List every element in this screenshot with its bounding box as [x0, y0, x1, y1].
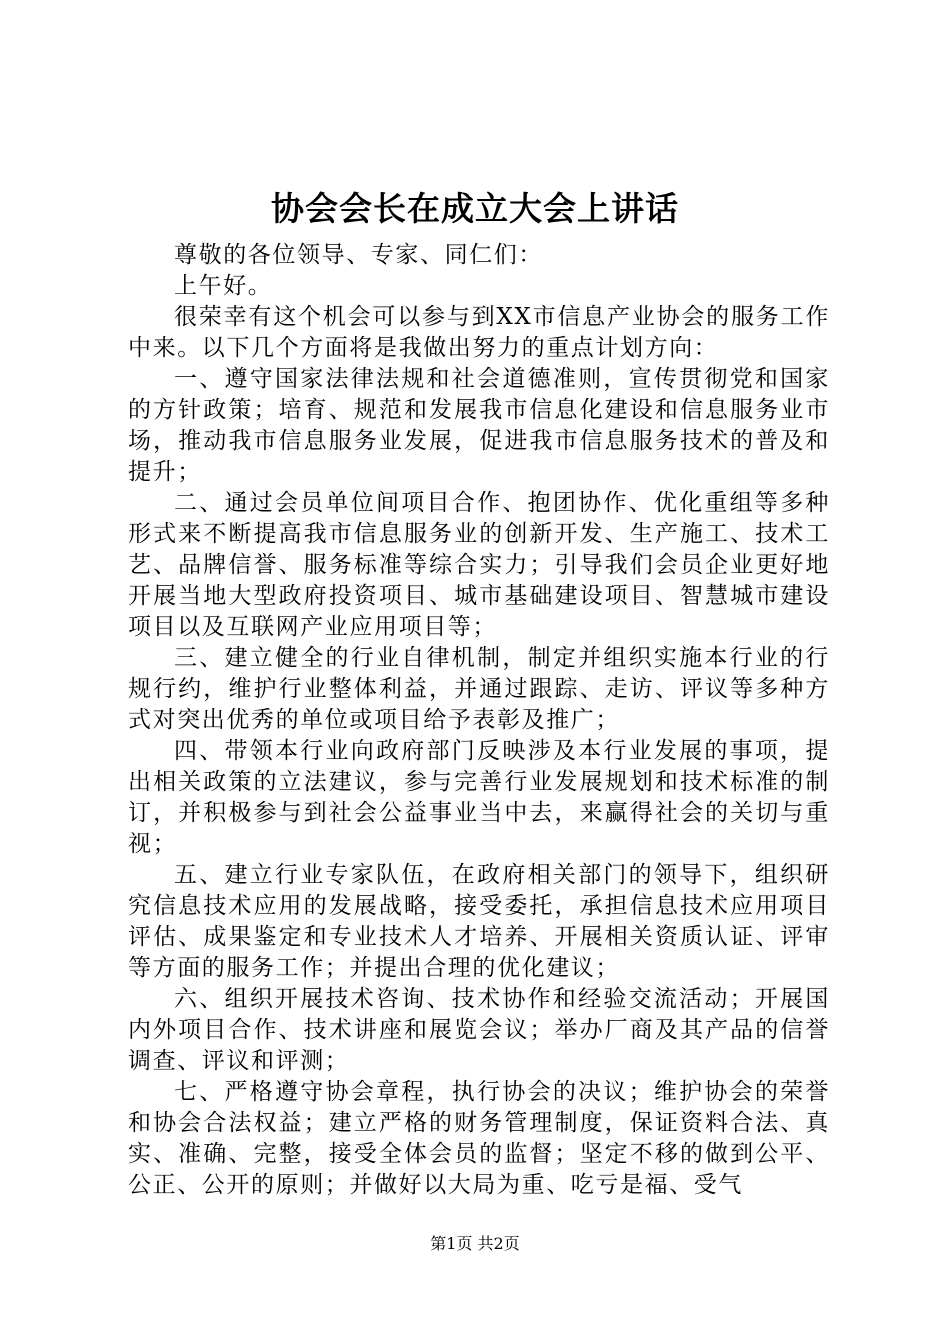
paragraph-item-5: 五、建立行业专家队伍，在政府相关部门的领导下，组织研究信息技术应用的发展战略，接受委托，承担信息技术应用项目评估、成果鉴定和专业技术人才培养、开展相关资质认证、评审等方面的服务工作；并提出合理的优化建议；: [128, 862, 830, 981]
paragraph-item-4: 四、带领本行业向政府部门反映涉及本行业发展的事项，提出相关政策的立法建议，参与完善行业发展规划和技术标准的制订，并积极参与到社会公益事业当中去，来赢得社会的关切与重视；: [128, 738, 830, 857]
page-footer: 第1页 共2页: [430, 1234, 520, 1253]
document-body: [128, 240, 830, 1201]
paragraph-item-7: 七、严格遵守协会章程，执行协会的决议；维护协会的荣誉和协会合法权益；建立严格的财务管理制度，保证资料合法、真实、准确、完整，接受全体会员的监督；坚定不移的做到公平、公正、公开的原则；并做好以大局为重、吃亏是福、受气: [128, 1079, 830, 1198]
paragraph-intro: 很荣幸有这个机会可以参与到XX市信息产业协会的服务工作中来。以下几个方面将是我做出努力的重点计划方向：: [128, 304, 830, 361]
paragraph-salutation: 尊敬的各位领导、专家、同仁们：: [174, 242, 543, 268]
paragraph-item-6: 六、组织开展技术咨询、技术协作和经验交流活动；开展国内外项目合作、技术讲座和展览会议；举办厂商及其产品的信誉调查、评议和评测；: [128, 986, 830, 1074]
paragraph-item-2: 二、通过会员单位间项目合作、抱团协作、优化重组等多种形式来不断提高我市信息服务业的创新开发、生产施工、技术工艺、品牌信誉、服务标准等综合实力；引导我们会员企业更好地开展当地大型政府投资项目、城市基础建设项目、智慧城市建设项目以及互联网产业应用项目等；: [128, 490, 830, 640]
paragraph-item-1: 一、遵守国家法律法规和社会道德准则，宣传贯彻党和国家的方针政策；培育、规范和发展我市信息化建设和信息服务业市场，推动我市信息服务业发展，促进我市信息服务技术的普及和提升；: [128, 366, 830, 485]
paragraph-item-3: 三、建立健全的行业自律机制，制定并组织实施本行业的行规行约，维护行业整体利益，并通过跟踪、走访、评议等多种方式对突出优秀的单位或项目给予表彰及推广；: [128, 645, 830, 733]
document-title: 协会会长在成立大会上讲话: [271, 189, 679, 228]
paragraph-greeting: 上午好。: [174, 273, 273, 299]
